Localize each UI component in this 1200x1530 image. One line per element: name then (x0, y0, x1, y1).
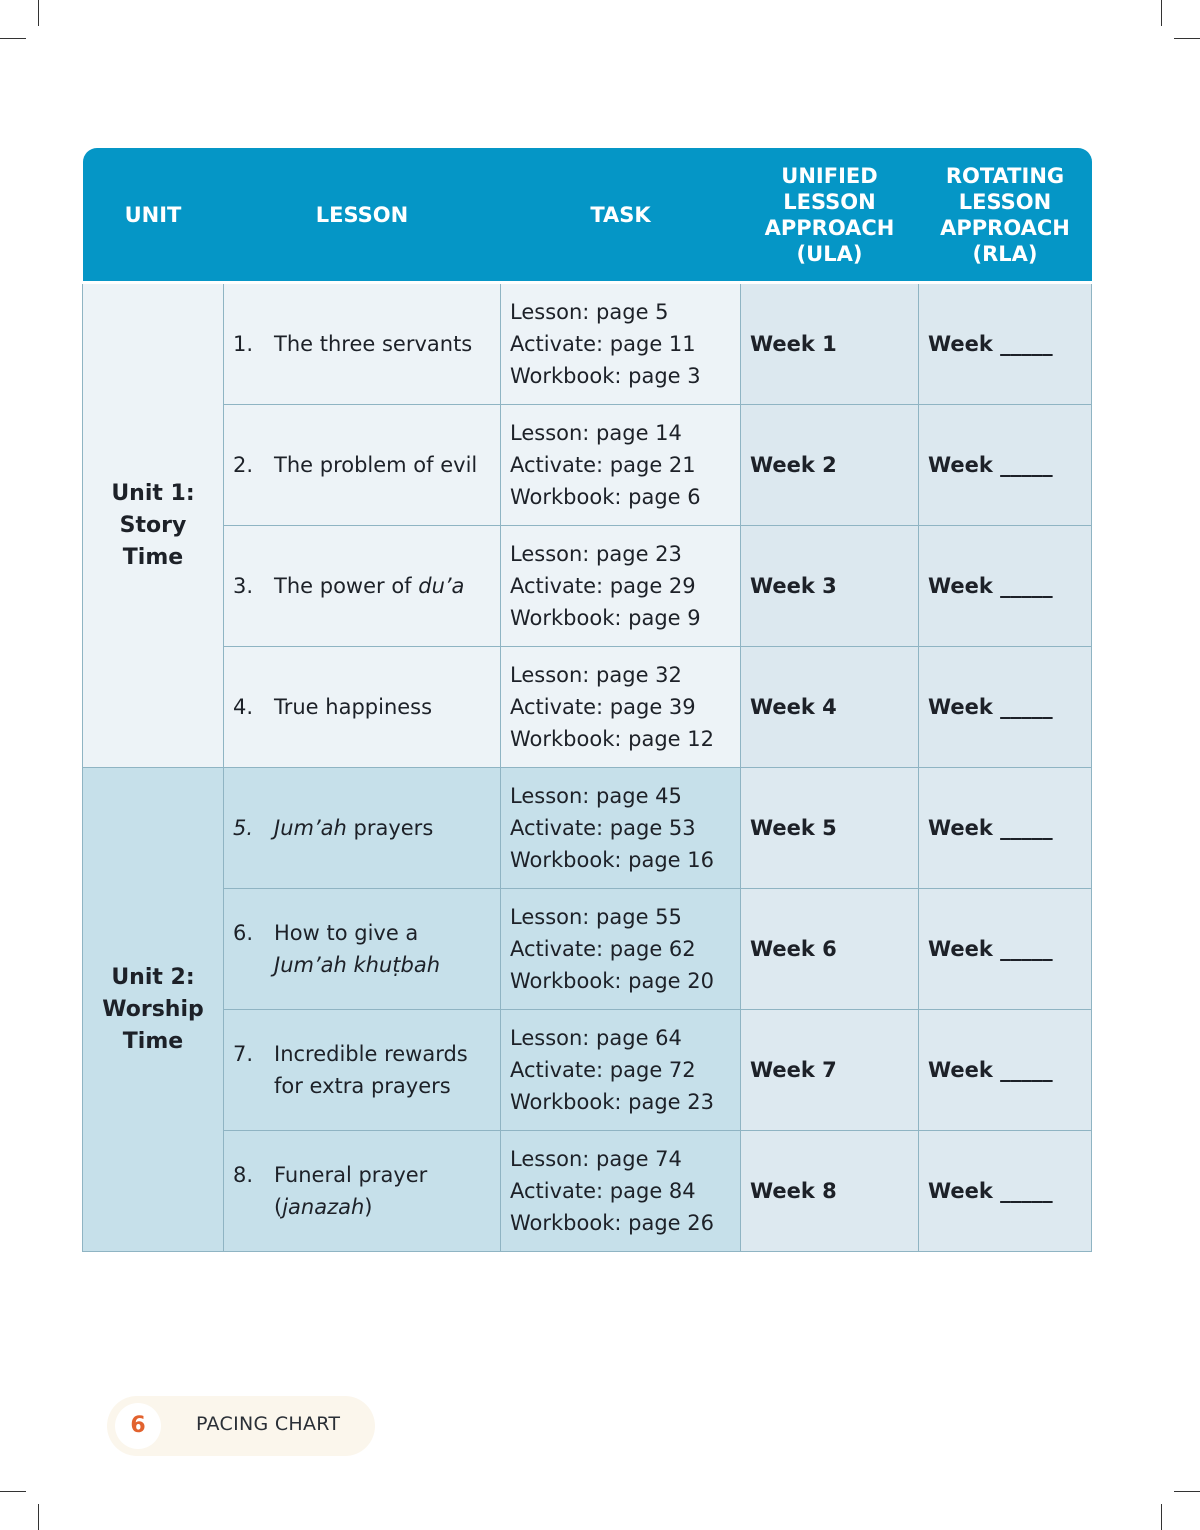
header-task: TASK (501, 148, 741, 283)
task-lesson-page: Lesson: page 5 (510, 300, 669, 324)
page-footer (107, 1396, 375, 1456)
task-workbook-page: Workbook: page 9 (510, 606, 701, 630)
task-workbook-page: Workbook: page 23 (510, 1090, 714, 1114)
lesson-cell (224, 889, 501, 1010)
task-workbook-page: Workbook: page 16 (510, 848, 714, 872)
ula-week-cell: Week 7 (741, 1010, 919, 1131)
task-cell (501, 1010, 741, 1131)
lesson-cell (224, 647, 501, 768)
task-lesson-page: Lesson: page 74 (510, 1147, 682, 1171)
lesson-number: 7. (233, 1042, 254, 1066)
task-cell (501, 768, 741, 889)
ula-week-cell: Week 8 (741, 1131, 919, 1252)
task-activate-page: Activate: page 21 (510, 453, 696, 477)
unit-2-cell: Unit 2: Worship Time (83, 768, 224, 1252)
task-lesson-page: Lesson: page 55 (510, 905, 682, 929)
rla-week-cell: Week _____ (919, 283, 1092, 405)
header-rla: ROTATING LESSON APPROACH (RLA) (919, 148, 1092, 283)
table-row (83, 768, 1092, 889)
rla-week-cell: Week _____ (919, 405, 1092, 526)
task-cell (501, 889, 741, 1010)
lesson-number: 5. (233, 816, 254, 840)
task-cell (501, 283, 741, 405)
rla-week-cell: Week _____ (919, 526, 1092, 647)
task-workbook-page: Workbook: page 20 (510, 969, 714, 993)
task-lesson-page: Lesson: page 14 (510, 421, 682, 445)
task-activate-page: Activate: page 29 (510, 574, 696, 598)
page-number: 6 (115, 1403, 161, 1449)
ula-week-cell: Week 1 (741, 283, 919, 405)
task-workbook-page: Workbook: page 3 (510, 364, 701, 388)
lesson-cell (224, 405, 501, 526)
lesson-title: The power of du’a (274, 574, 465, 598)
crop-mark (38, 0, 39, 26)
task-workbook-page: Workbook: page 6 (510, 485, 701, 509)
lesson-cell (224, 283, 501, 405)
table-row (83, 526, 1092, 647)
lesson-title: Incredible rewards for extra prayers (274, 1042, 468, 1098)
rla-week-cell: Week _____ (919, 768, 1092, 889)
lesson-cell (224, 1131, 501, 1252)
lesson-cell (224, 526, 501, 647)
task-cell (501, 405, 741, 526)
task-workbook-page: Workbook: page 12 (510, 727, 714, 751)
header-ula: UNIFIED LESSON APPROACH (ULA) (741, 148, 919, 283)
table-row (83, 647, 1092, 768)
header-lesson: LESSON (224, 148, 501, 283)
table-row (83, 283, 1092, 405)
lesson-number: 2. (233, 453, 254, 477)
task-activate-page: Activate: page 62 (510, 937, 696, 961)
task-cell (501, 1131, 741, 1252)
task-activate-page: Activate: page 39 (510, 695, 696, 719)
task-activate-page: Activate: page 53 (510, 816, 696, 840)
lesson-title: How to give a Jum’ah khuṭbah (274, 921, 441, 977)
unit-1-cell: Unit 1: Story Time (83, 283, 224, 768)
task-lesson-page: Lesson: page 23 (510, 542, 682, 566)
ula-week-cell: Week 4 (741, 647, 919, 768)
lesson-cell (224, 768, 501, 889)
pacing-chart-table (82, 148, 1092, 1252)
lesson-number: 4. (233, 695, 254, 719)
crop-mark (38, 1504, 39, 1530)
table-row (83, 889, 1092, 1010)
table-row (83, 1010, 1092, 1131)
task-workbook-page: Workbook: page 26 (510, 1211, 714, 1235)
table-row (83, 1131, 1092, 1252)
task-lesson-page: Lesson: page 32 (510, 663, 682, 687)
task-lesson-page: Lesson: page 64 (510, 1026, 682, 1050)
lesson-title: The problem of evil (274, 453, 478, 477)
task-activate-page: Activate: page 84 (510, 1179, 696, 1203)
lesson-title: True happiness (274, 695, 433, 719)
ula-week-cell: Week 3 (741, 526, 919, 647)
lesson-title: Funeral prayer (janazah) (274, 1163, 428, 1219)
rla-week-cell: Week _____ (919, 1010, 1092, 1131)
crop-mark (0, 1491, 26, 1492)
ula-week-cell: Week 6 (741, 889, 919, 1010)
header-unit: UNIT (83, 148, 224, 283)
footer-section-label: PACING CHART (196, 1413, 341, 1435)
rla-week-cell: Week _____ (919, 1131, 1092, 1252)
task-cell (501, 526, 741, 647)
lesson-title: Jum’ah prayers (274, 816, 434, 840)
lesson-number: 8. (233, 1163, 254, 1187)
crop-mark (1174, 1491, 1200, 1492)
task-activate-page: Activate: page 72 (510, 1058, 696, 1082)
rla-week-cell: Week _____ (919, 889, 1092, 1010)
lesson-title: The three servants (274, 332, 473, 356)
rla-week-cell: Week _____ (919, 647, 1092, 768)
table-header-row (83, 148, 1092, 283)
crop-mark (1161, 1504, 1162, 1530)
lesson-number: 3. (233, 574, 254, 598)
ula-week-cell: Week 2 (741, 405, 919, 526)
crop-mark (1161, 0, 1162, 26)
task-lesson-page: Lesson: page 45 (510, 784, 682, 808)
lesson-number: 6. (233, 921, 254, 945)
crop-mark (0, 38, 26, 39)
table-row (83, 405, 1092, 526)
crop-mark (1174, 38, 1200, 39)
task-activate-page: Activate: page 11 (510, 332, 696, 356)
ula-week-cell: Week 5 (741, 768, 919, 889)
lesson-number: 1. (233, 332, 254, 356)
task-cell (501, 647, 741, 768)
lesson-cell (224, 1010, 501, 1131)
